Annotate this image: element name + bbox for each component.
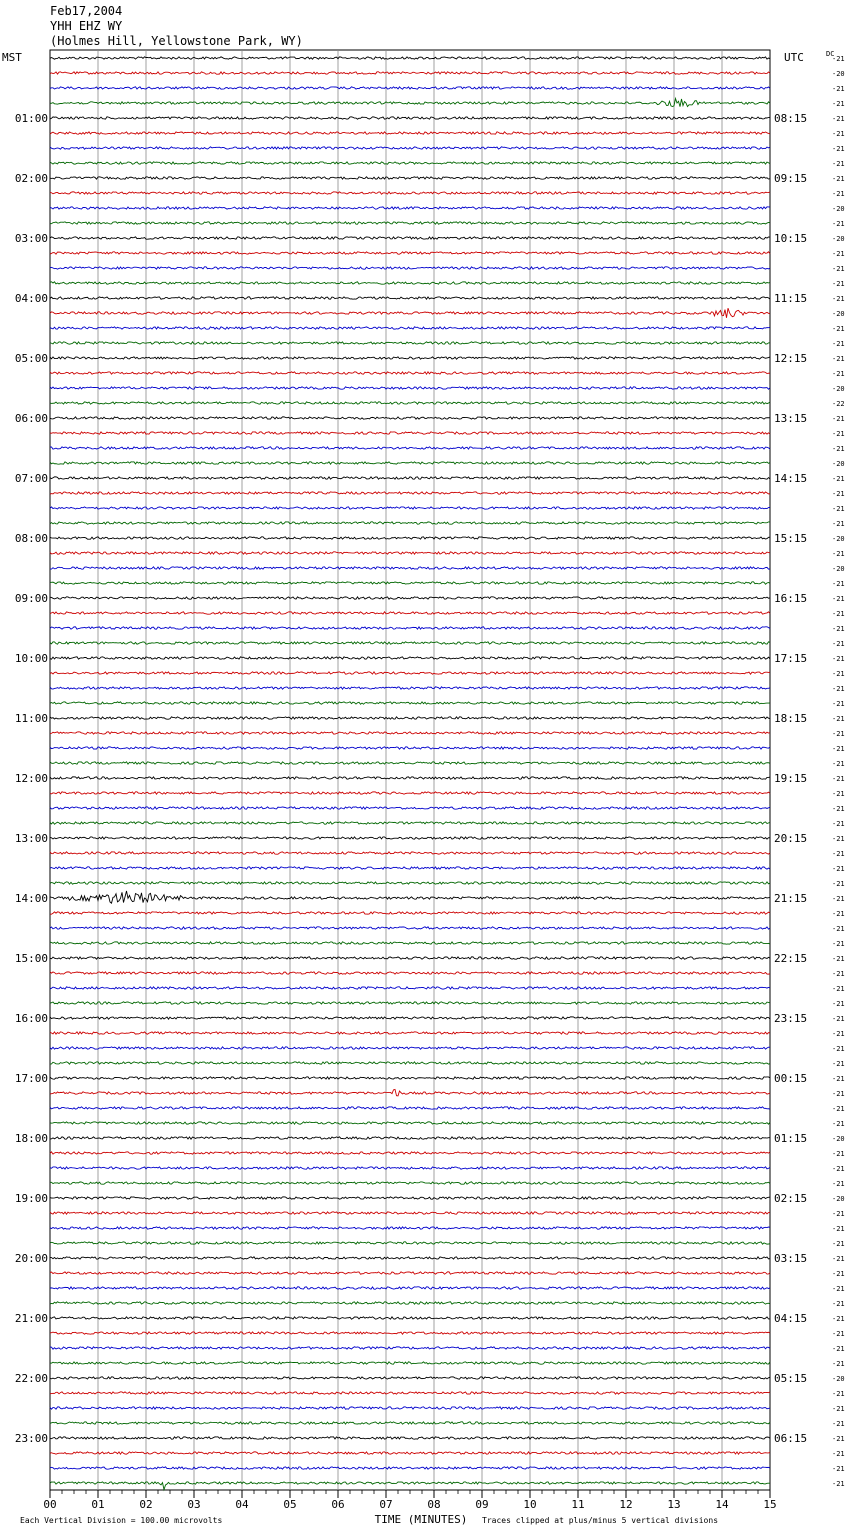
right-hour-label: 05:15	[774, 1372, 808, 1385]
dc-offset-value: -21	[832, 925, 845, 933]
dc-offset-value: -21	[832, 325, 845, 333]
left-timezone-label: MST	[2, 51, 22, 64]
station-code: YHH EHZ WY	[50, 19, 123, 33]
x-tick-label: 02	[139, 1498, 153, 1511]
dc-offset-value: -21	[832, 295, 845, 303]
right-hour-label: 14:15	[774, 472, 808, 485]
dc-offset-value: -21	[832, 100, 845, 108]
trace-46	[50, 747, 770, 749]
trace-11	[50, 222, 770, 224]
right-hour-label: 06:15	[774, 1432, 808, 1445]
trace-5	[50, 132, 770, 134]
x-tick-label: 03	[187, 1498, 201, 1511]
x-tick-label: 06	[331, 1498, 345, 1511]
trace-32	[50, 537, 770, 539]
left-hour-label: 16:00	[14, 1012, 48, 1025]
trace-40	[50, 657, 770, 659]
dc-offset-value: -21	[832, 190, 845, 198]
dc-offset-value: -21	[832, 910, 845, 918]
left-hour-label: 12:00	[14, 772, 48, 785]
trace-1	[50, 72, 770, 74]
trace-10	[50, 207, 770, 209]
trace-65	[50, 1032, 770, 1034]
dc-offset-value: -21	[832, 1075, 845, 1083]
dc-offset-value: -21	[832, 280, 845, 288]
dc-offset-value: -21	[832, 1225, 845, 1233]
right-hour-label: 16:15	[774, 592, 808, 605]
trace-84	[50, 1317, 770, 1319]
x-tick-label: 11	[571, 1498, 585, 1511]
dc-offset-value: -21	[832, 955, 845, 963]
dc-offset-value: -21	[832, 670, 845, 678]
trace-64	[50, 1017, 770, 1019]
trace-31	[50, 522, 770, 524]
trace-8	[50, 177, 770, 179]
dc-offset-value: -21	[832, 160, 845, 168]
right-hour-label: 04:15	[774, 1312, 808, 1325]
right-hour-label: 19:15	[774, 772, 808, 785]
dc-offset-value: -21	[832, 1255, 845, 1263]
trace-71	[50, 1122, 770, 1124]
dc-offset-value: -21	[832, 685, 845, 693]
right-hour-label: 22:15	[774, 952, 808, 965]
trace-68	[50, 1077, 770, 1079]
trace-15	[50, 282, 770, 284]
right-hour-label: 03:15	[774, 1252, 808, 1265]
trace-12	[50, 237, 770, 239]
dc-offset-value: -20	[832, 310, 845, 318]
dc-offset-value: -21	[832, 970, 845, 978]
left-hour-label: 23:00	[14, 1432, 48, 1445]
trace-54	[50, 867, 770, 869]
x-tick-label: 10	[523, 1498, 537, 1511]
dc-offset-value: -21	[832, 775, 845, 783]
dc-offset-value: -21	[832, 580, 845, 588]
station-location: (Holmes Hill, Yellowstone Park, WY)	[50, 34, 303, 48]
dc-offset-value: -21	[832, 1030, 845, 1038]
trace-93	[50, 1452, 770, 1454]
dc-offset-value: -21	[832, 1450, 845, 1458]
dc-offset-value: -21	[832, 985, 845, 993]
dc-offset-value: -21	[832, 505, 845, 513]
dc-offset-header: DC	[826, 50, 835, 58]
trace-16	[50, 297, 770, 299]
x-tick-label: 12	[619, 1498, 633, 1511]
trace-87	[50, 1362, 770, 1364]
dc-offset-value: -20	[832, 235, 845, 243]
trace-95	[50, 1482, 770, 1490]
dc-offset-value: -21	[832, 340, 845, 348]
dc-offset-value: -21	[832, 1150, 845, 1158]
dc-offset-value: -20	[832, 565, 845, 573]
dc-offset-value: -21	[832, 1045, 845, 1053]
trace-89	[50, 1392, 770, 1394]
right-hour-label: 18:15	[774, 712, 808, 725]
trace-25	[50, 432, 770, 434]
trace-52	[50, 837, 770, 839]
trace-88	[50, 1377, 770, 1379]
dc-offset-value: -21	[832, 1435, 845, 1443]
trace-37	[50, 612, 770, 614]
left-hour-label: 04:00	[14, 292, 48, 305]
dc-offset-value: -21	[832, 130, 845, 138]
x-tick-label: 14	[715, 1498, 729, 1511]
right-hour-label: 12:15	[774, 352, 808, 365]
trace-60	[50, 957, 770, 959]
dc-offset-value: -21	[832, 355, 845, 363]
right-hour-label: 17:15	[774, 652, 808, 665]
dc-offset-value: -21	[832, 1015, 845, 1023]
trace-81	[50, 1272, 770, 1274]
right-hour-label: 00:15	[774, 1072, 808, 1085]
dc-offset-value: -21	[832, 1210, 845, 1218]
trace-6	[50, 147, 770, 149]
trace-41	[50, 672, 770, 674]
left-hour-label: 17:00	[14, 1072, 48, 1085]
dc-offset-value: -21	[832, 1390, 845, 1398]
dc-offset-value: -21	[832, 790, 845, 798]
trace-78	[50, 1227, 770, 1229]
dc-offset-value: -21	[832, 265, 845, 273]
dc-offset-value: -20	[832, 1195, 845, 1203]
dc-offset-value: -21	[832, 610, 845, 618]
trace-9	[50, 192, 770, 194]
plot-frame	[50, 50, 770, 1490]
x-axis-title: TIME (MINUTES)	[374, 1513, 468, 1526]
left-hour-label: 05:00	[14, 352, 48, 365]
vertical-division-note: Each Vertical Division = 100.00 microvolts	[20, 1516, 223, 1525]
dc-offset-value: -21	[832, 1360, 845, 1368]
dc-offset-value: -21	[832, 1105, 845, 1113]
trace-0	[50, 57, 770, 59]
right-hour-label: 15:15	[774, 532, 808, 545]
dc-offset-value: -21	[832, 1345, 845, 1353]
trace-30	[50, 507, 770, 509]
trace-50	[50, 807, 770, 809]
trace-66	[50, 1047, 770, 1049]
trace-29	[50, 492, 770, 494]
dc-offset-value: -21	[832, 1405, 845, 1413]
dc-offset-value: -20	[832, 1375, 845, 1383]
dc-offset-value: -21	[832, 1270, 845, 1278]
left-hour-label: 18:00	[14, 1132, 48, 1145]
trace-13	[50, 252, 770, 254]
right-hour-label: 01:15	[774, 1132, 808, 1145]
trace-53	[50, 852, 770, 854]
trace-82	[50, 1287, 770, 1289]
right-hour-label: 13:15	[774, 412, 808, 425]
left-hour-label: 01:00	[14, 112, 48, 125]
dc-offset-value: -21	[832, 895, 845, 903]
dc-offset-value: -21	[832, 1300, 845, 1308]
left-hour-label: 11:00	[14, 712, 48, 725]
dc-offset-value: -21	[832, 715, 845, 723]
dc-offset-value: -21	[832, 760, 845, 768]
trace-91	[50, 1422, 770, 1424]
dc-offset-value: -21	[832, 640, 845, 648]
dc-offset-value: -21	[832, 820, 845, 828]
trace-51	[50, 822, 770, 824]
trace-44	[50, 717, 770, 719]
dc-offset-value: -21	[832, 520, 845, 528]
trace-33	[50, 552, 770, 554]
trace-85	[50, 1332, 770, 1334]
trace-28	[50, 477, 770, 479]
right-hour-label: 20:15	[774, 832, 808, 845]
left-hour-label: 09:00	[14, 592, 48, 605]
trace-62	[50, 987, 770, 989]
trace-21	[50, 372, 770, 374]
dc-offset-value: -21	[832, 475, 845, 483]
left-hour-label: 08:00	[14, 532, 48, 545]
dc-offset-value: -21	[832, 1480, 845, 1488]
trace-18	[50, 327, 770, 329]
trace-74	[50, 1167, 770, 1169]
dc-offset-value: -21	[832, 730, 845, 738]
left-hour-label: 06:00	[14, 412, 48, 425]
trace-67	[50, 1062, 770, 1064]
trace-22	[50, 387, 770, 389]
dc-offset-value: -21	[832, 1120, 845, 1128]
trace-2	[50, 87, 770, 89]
dc-offset-value: -21	[832, 595, 845, 603]
dc-offset-value: -21	[832, 625, 845, 633]
dc-offset-value: -20	[832, 460, 845, 468]
dc-offset-value: -21	[832, 490, 845, 498]
trace-35	[50, 582, 770, 584]
dc-offset-value: -21	[832, 700, 845, 708]
x-tick-label: 01	[91, 1498, 105, 1511]
trace-27	[50, 462, 770, 464]
left-hour-label: 14:00	[14, 892, 48, 905]
trace-92	[50, 1437, 770, 1439]
trace-61	[50, 972, 770, 974]
right-hour-label: 08:15	[774, 112, 808, 125]
left-hour-label: 21:00	[14, 1312, 48, 1325]
trace-49	[50, 792, 770, 794]
trace-63	[50, 1002, 770, 1004]
dc-offset-value: -21	[832, 1000, 845, 1008]
dc-offset-value: -21	[832, 1465, 845, 1473]
trace-77	[50, 1212, 770, 1214]
right-hour-label: 02:15	[774, 1192, 808, 1205]
left-hour-label: 07:00	[14, 472, 48, 485]
dc-offset-value: -20	[832, 1135, 845, 1143]
right-hour-label: 11:15	[774, 292, 808, 305]
trace-72	[50, 1137, 770, 1139]
left-hour-label: 02:00	[14, 172, 48, 185]
trace-45	[50, 732, 770, 734]
dc-offset-value: -21	[832, 550, 845, 558]
trace-86	[50, 1347, 770, 1349]
trace-48	[50, 777, 770, 779]
dc-offset-value: -21	[832, 1420, 845, 1428]
trace-80	[50, 1257, 770, 1259]
dc-offset-value: -21	[832, 370, 845, 378]
trace-34	[50, 567, 770, 569]
dc-offset-value: -21	[832, 445, 845, 453]
dc-offset-value: -21	[832, 175, 845, 183]
dc-offset-value: -21	[832, 55, 845, 63]
trace-55	[50, 882, 770, 884]
left-hour-label: 19:00	[14, 1192, 48, 1205]
right-timezone-label: UTC	[784, 51, 804, 64]
right-hour-label: 10:15	[774, 232, 808, 245]
left-hour-label: 15:00	[14, 952, 48, 965]
dc-offset-value: -21	[832, 850, 845, 858]
right-hour-label: 23:15	[774, 1012, 808, 1025]
trace-17	[50, 308, 770, 318]
dc-offset-value: -21	[832, 835, 845, 843]
trace-20	[50, 357, 770, 359]
record-date: Feb17,2004	[50, 4, 123, 18]
x-tick-label: 08	[427, 1498, 441, 1511]
trace-26	[50, 447, 770, 449]
left-hour-label: 20:00	[14, 1252, 48, 1265]
trace-79	[50, 1242, 770, 1244]
dc-offset-value: -21	[832, 1285, 845, 1293]
dc-offset-value: -21	[832, 865, 845, 873]
right-hour-label: 21:15	[774, 892, 808, 905]
dc-offset-value: -20	[832, 205, 845, 213]
dc-offset-value: -21	[832, 415, 845, 423]
x-tick-label: 13	[667, 1498, 681, 1511]
trace-76	[50, 1197, 770, 1199]
left-hour-label: 22:00	[14, 1372, 48, 1385]
dc-offset-value: -21	[832, 880, 845, 888]
x-tick-label: 05	[283, 1498, 297, 1511]
dc-offset-value: -21	[832, 85, 845, 93]
trace-90	[50, 1407, 770, 1409]
trace-24	[50, 417, 770, 419]
trace-73	[50, 1152, 770, 1154]
trace-19	[50, 342, 770, 344]
dc-offset-value: -21	[832, 805, 845, 813]
dc-offset-value: -21	[832, 745, 845, 753]
trace-69	[50, 1089, 770, 1095]
left-hour-label: 13:00	[14, 832, 48, 845]
trace-14	[50, 267, 770, 269]
dc-offset-value: -21	[832, 1180, 845, 1188]
dc-offset-value: -21	[832, 1090, 845, 1098]
clipping-note: Traces clipped at plus/minus 5 vertical divisions	[482, 1516, 719, 1525]
trace-47	[50, 762, 770, 764]
dc-offset-value: -21	[832, 1165, 845, 1173]
trace-83	[50, 1302, 770, 1304]
dc-offset-value: -21	[832, 655, 845, 663]
trace-56	[50, 891, 770, 903]
dc-offset-value: -21	[832, 1060, 845, 1068]
trace-70	[50, 1107, 770, 1109]
dc-offset-value: -22	[832, 400, 845, 408]
x-tick-label: 07	[379, 1498, 393, 1511]
left-hour-label: 03:00	[14, 232, 48, 245]
trace-43	[50, 702, 770, 704]
dc-offset-value: -21	[832, 220, 845, 228]
dc-offset-value: -21	[832, 940, 845, 948]
dc-offset-value: -20	[832, 70, 845, 78]
dc-offset-value: -21	[832, 115, 845, 123]
trace-36	[50, 597, 770, 599]
x-tick-label: 00	[43, 1498, 57, 1511]
left-hour-label: 10:00	[14, 652, 48, 665]
trace-58	[50, 927, 770, 929]
dc-offset-value: -20	[832, 535, 845, 543]
trace-7	[50, 162, 770, 164]
dc-offset-value: -21	[832, 145, 845, 153]
x-tick-label: 04	[235, 1498, 249, 1511]
x-tick-label: 15	[763, 1498, 777, 1511]
trace-42	[50, 687, 770, 689]
right-hour-label: 09:15	[774, 172, 808, 185]
dc-offset-value: -20	[832, 385, 845, 393]
trace-39	[50, 642, 770, 644]
trace-23	[50, 402, 770, 404]
trace-59	[50, 942, 770, 944]
trace-3	[50, 99, 770, 107]
dc-offset-value: -21	[832, 1315, 845, 1323]
dc-offset-value: -21	[832, 430, 845, 438]
dc-offset-value: -21	[832, 1330, 845, 1338]
trace-4	[50, 117, 770, 119]
dc-offset-value: -21	[832, 1240, 845, 1248]
trace-57	[50, 912, 770, 914]
trace-75	[50, 1182, 770, 1184]
dc-offset-value: -21	[832, 250, 845, 258]
x-tick-label: 09	[475, 1498, 489, 1511]
trace-38	[50, 627, 770, 629]
trace-94	[50, 1467, 770, 1469]
